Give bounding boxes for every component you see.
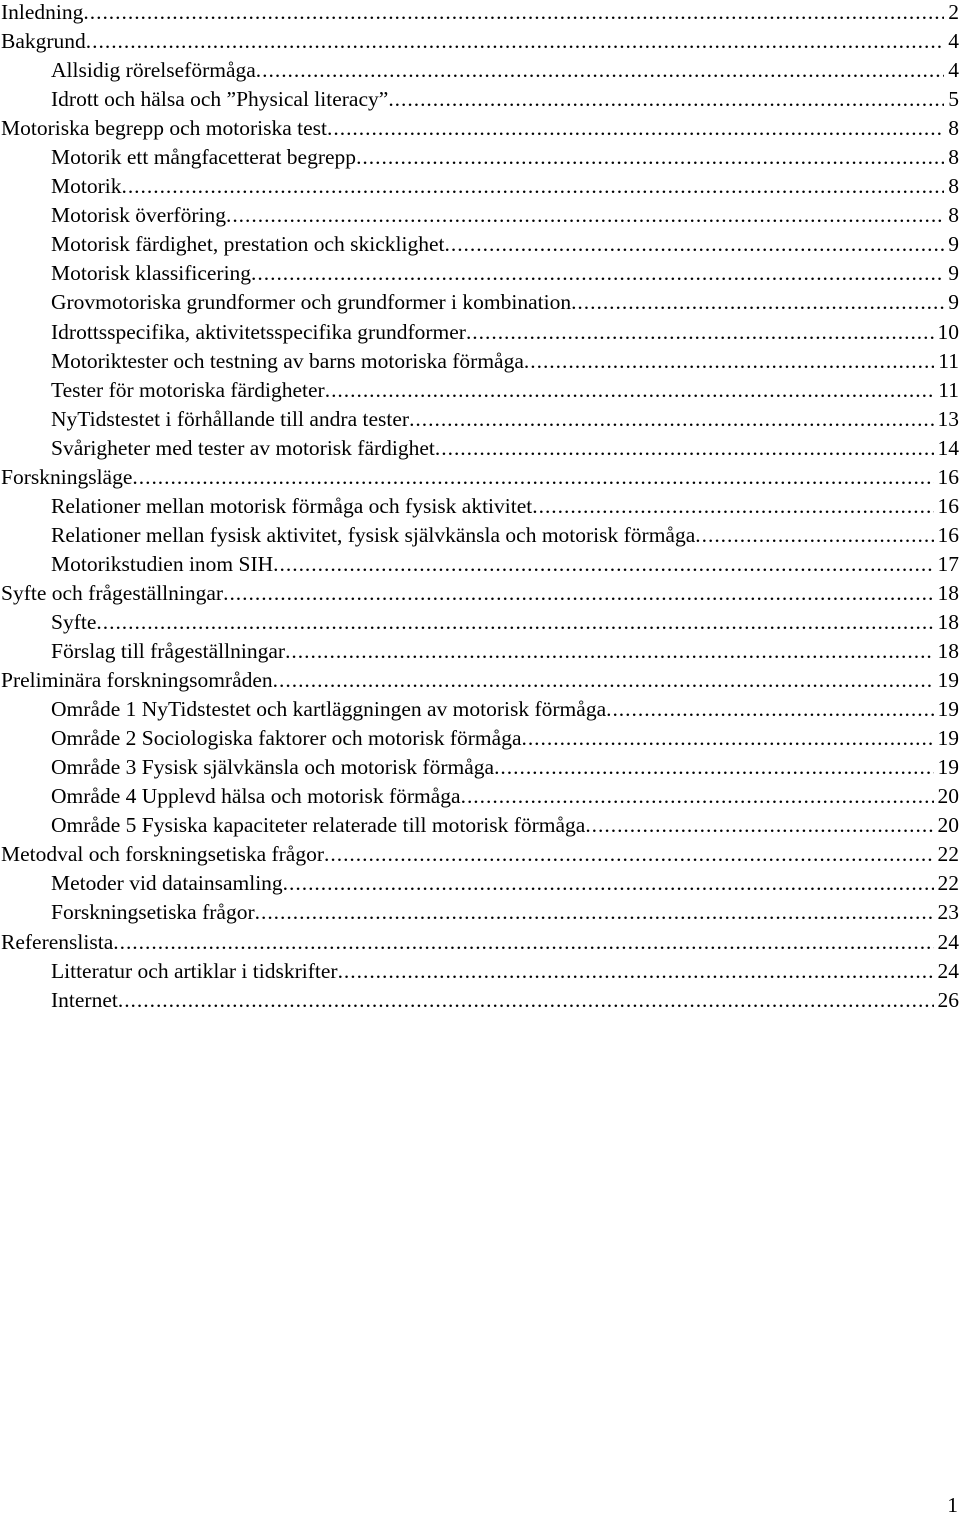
- toc-dot-leader: [521, 726, 933, 750]
- toc-dot-leader: [285, 639, 933, 663]
- toc-entry[interactable]: [0, 842, 960, 871]
- toc-entry-page: 8: [948, 203, 959, 228]
- toc-entry-title: Motorik: [51, 174, 122, 199]
- toc-entry-title: Område 1 NyTidstestet och kartläggningen av motorisk förmåga: [51, 697, 607, 722]
- toc-dot-leader: [251, 261, 944, 285]
- toc-entry[interactable]: [0, 320, 960, 349]
- toc-entry-page: 4: [948, 58, 959, 83]
- toc-dot-leader: [435, 436, 934, 460]
- toc-dot-leader: [466, 320, 934, 344]
- toc-entry-title: Motorikstudien inom SIH: [51, 551, 274, 576]
- toc-entry[interactable]: [0, 726, 960, 755]
- toc-dot-leader: [388, 87, 944, 111]
- toc-entry[interactable]: [0, 58, 960, 87]
- toc-dot-leader: [324, 842, 933, 866]
- toc-entry-page: 18: [937, 580, 959, 605]
- toc-entry-title: Inledning: [1, 0, 84, 24]
- toc-dot-leader: [695, 523, 933, 547]
- toc-dot-leader: [256, 58, 944, 82]
- toc-dot-leader: [83, 0, 944, 24]
- toc-entry-page: 24: [937, 958, 959, 983]
- toc-dot-leader: [118, 988, 934, 1012]
- toc-entry[interactable]: [0, 174, 960, 203]
- toc-entry-page: 17: [937, 551, 959, 576]
- toc-entry-page: 10: [937, 319, 959, 344]
- toc-entry[interactable]: [0, 871, 960, 900]
- toc-entry-title: NyTidstestet i förhållande till andra tester: [51, 406, 410, 431]
- toc-entry-page: 9: [948, 261, 959, 286]
- toc-entry[interactable]: [0, 494, 960, 523]
- toc-entry-page: 19: [937, 697, 959, 722]
- toc-dot-leader: [273, 552, 933, 576]
- toc-entry-title: Internet: [51, 987, 118, 1012]
- toc-entry-title: Litteratur och artiklar i tidskrifter: [51, 958, 338, 983]
- toc-entry[interactable]: [0, 784, 960, 813]
- toc-entry[interactable]: [0, 290, 960, 319]
- toc-dot-leader: [132, 465, 933, 489]
- toc-entry[interactable]: [0, 610, 960, 639]
- toc-dot-leader: [273, 668, 934, 692]
- toc-entry-title: Syfte: [51, 609, 97, 634]
- toc-entry-title: Forskningsetiska frågor: [51, 900, 255, 925]
- toc-entry-page: 9: [948, 290, 959, 315]
- toc-entry-page: 16: [937, 522, 959, 547]
- toc-entry-page: 8: [948, 145, 959, 170]
- toc-entry-page: 23: [937, 900, 959, 925]
- toc-entry[interactable]: [0, 261, 960, 290]
- toc-entry[interactable]: [0, 581, 960, 610]
- toc-entry-title: Svårigheter med tester av motorisk färdighet: [51, 435, 435, 460]
- toc-entry-page: 9: [948, 232, 959, 257]
- toc-entry[interactable]: [0, 87, 960, 116]
- toc-entry-page: 22: [937, 842, 959, 867]
- toc-entry[interactable]: [0, 145, 960, 174]
- toc-dot-leader: [255, 900, 934, 924]
- toc-dot-leader: [226, 203, 944, 227]
- toc-entry-title: Idrott och hälsa och ”Physical literacy”: [51, 87, 389, 112]
- toc-entry-title: Motorisk färdighet, prestation och skicklighet: [51, 232, 445, 257]
- toc-entry[interactable]: [0, 639, 960, 668]
- toc-entry-page: 24: [937, 929, 959, 954]
- toc-dot-leader: [96, 610, 933, 634]
- toc-entry-title: Bakgrund: [1, 29, 86, 54]
- toc-entry-title: Område 2 Sociologiska faktorer och motorisk förmåga: [51, 726, 522, 751]
- toc-entry-page: 26: [937, 987, 959, 1012]
- toc-entry-page: 8: [948, 174, 959, 199]
- toc-entry-page: 8: [948, 116, 959, 141]
- toc-entry-title: Relationer mellan fysisk aktivitet, fysisk självkänsla och motorisk förmåga: [51, 522, 696, 547]
- toc-entry[interactable]: [0, 755, 960, 784]
- toc-entry[interactable]: [0, 29, 960, 58]
- toc-dot-leader: [571, 290, 944, 314]
- toc-entry-title: Motorik ett mångfacetterat begrepp: [51, 145, 357, 170]
- toc-entry-page: 16: [937, 464, 959, 489]
- toc-entry-page: 18: [937, 609, 959, 634]
- toc-entry[interactable]: [0, 436, 960, 465]
- toc-dot-leader: [223, 581, 933, 605]
- toc-entry-title: Metodval och forskningsetiska frågor: [1, 842, 325, 867]
- toc-entry[interactable]: [0, 697, 960, 726]
- toc-entry-page: 14: [937, 435, 959, 460]
- page-number: 1: [947, 1493, 958, 1517]
- toc-entry-title: Grovmotoriska grundformer och grundformer i kombination: [51, 290, 572, 315]
- toc-entry-title: Forskningsläge: [1, 464, 133, 489]
- toc-dot-leader: [409, 407, 933, 431]
- toc-entry[interactable]: [0, 349, 960, 378]
- toc-entry-page: 18: [937, 639, 959, 664]
- toc-entry[interactable]: [0, 959, 960, 988]
- toc-entry-page: 20: [937, 813, 959, 838]
- toc-entry[interactable]: [0, 930, 960, 959]
- toc-entry[interactable]: [0, 0, 960, 29]
- toc-dot-leader: [121, 174, 944, 198]
- toc-entry-title: Referenslista: [1, 929, 114, 954]
- toc-dot-leader: [606, 697, 933, 721]
- toc-dot-leader: [113, 930, 933, 954]
- toc-dot-leader: [338, 959, 934, 983]
- toc-entry-page: 19: [937, 668, 959, 693]
- toc-entry[interactable]: [0, 523, 960, 552]
- toc-entry-title: Förslag till frågeställningar: [51, 639, 286, 664]
- toc-dot-leader: [283, 871, 934, 895]
- toc-entry-title: Område 3 Fysisk självkänsla och motorisk förmåga: [51, 755, 495, 780]
- toc-entry-title: Motorisk överföring: [51, 203, 226, 228]
- toc-entry[interactable]: [0, 988, 960, 1017]
- toc-entry-title: Allsidig rörelseförmåga: [51, 58, 256, 83]
- toc-entry-page: 22: [937, 871, 959, 896]
- toc-entry[interactable]: [0, 552, 960, 581]
- toc-entry-title: Idrottsspecifika, aktivitetsspecifika grundformer: [51, 319, 466, 344]
- toc-dot-leader: [585, 813, 933, 837]
- toc-dot-leader: [356, 145, 944, 169]
- toc-entry-title: Tester för motoriska färdigheter: [51, 377, 325, 402]
- toc-dot-leader: [524, 349, 934, 373]
- toc-entry[interactable]: [0, 813, 960, 842]
- toc-entry-page: 5: [948, 87, 959, 112]
- toc-entry[interactable]: [0, 232, 960, 261]
- toc-entry[interactable]: [0, 116, 960, 145]
- toc-entry-title: Relationer mellan motorisk förmåga och fysisk aktivitet: [51, 493, 533, 518]
- toc-entry-page: 16: [937, 493, 959, 518]
- toc-entry-page: 11: [938, 348, 959, 373]
- toc-entry-page: 2: [948, 0, 959, 24]
- toc-entry-page: 4: [948, 29, 959, 54]
- toc-entry-title: Motoriktester och testning av barns motoriska förmåga: [51, 348, 524, 373]
- toc-entry-title: Motoriska begrepp och motoriska test: [1, 116, 328, 141]
- toc-entry-title: Motorisk klassificering: [51, 261, 252, 286]
- toc-entry[interactable]: [0, 378, 960, 407]
- toc-entry-title: Syfte och frågeställningar: [1, 580, 224, 605]
- toc-entry[interactable]: [0, 668, 960, 697]
- toc-entry[interactable]: [0, 900, 960, 929]
- toc-entry[interactable]: [0, 465, 960, 494]
- toc-dot-leader: [494, 755, 933, 779]
- toc-entry[interactable]: [0, 203, 960, 232]
- toc-dot-leader: [327, 116, 944, 140]
- toc-entry-page: 19: [937, 726, 959, 751]
- toc-entry-title: Metoder vid datainsamling: [51, 871, 283, 896]
- toc-dot-leader: [86, 29, 944, 53]
- toc-entry-title: Område 4 Upplevd hälsa och motorisk förmåga: [51, 784, 461, 809]
- toc-entry-page: 11: [938, 377, 959, 402]
- toc-dot-leader: [325, 378, 935, 402]
- toc-entry-title: Område 5 Fysiska kapaciteter relaterade till motorisk förmåga: [51, 813, 586, 838]
- toc-entry-page: 19: [937, 755, 959, 780]
- toc-entry-page: 20: [937, 784, 959, 809]
- toc-dot-leader: [445, 232, 945, 256]
- toc-dot-leader: [461, 784, 934, 808]
- toc-entry-title: Preliminära forskningsområden: [1, 668, 273, 693]
- toc-entry-page: 13: [937, 406, 959, 431]
- toc-entry[interactable]: [0, 407, 960, 436]
- toc-dot-leader: [532, 494, 933, 518]
